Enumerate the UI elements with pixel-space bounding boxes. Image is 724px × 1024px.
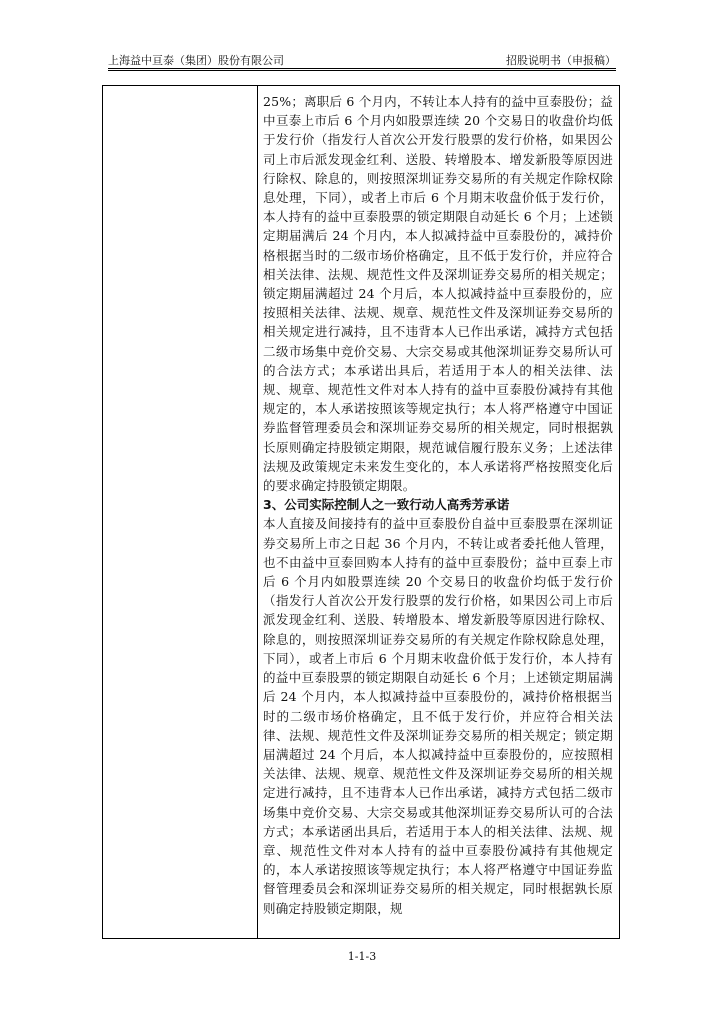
- commitment-paragraph-1: 25%；离职后 6 个月内，不转让本人持有的益中亘泰股份；益中亘泰上市后 6 个月内如股票连续 20 个交易日的收盘价均低于发行价（指发行人首次公开发行股票的发行价格，如果因公司上市后派发现金红利、送股、转增股本、增发新股等原因进行除权、除息的，则按照深圳证券交易所的有关规定作除权除息处理，下同），或者上市后 6 个月期末收盘价低于发行价，本人持有的益中亘泰股票的锁定期限自动延长 6 个月；上述锁定期届满后 24 个月内，本人拟减持益中亘泰股份的，减持价格根据当时的二级市场价格确定，且不低于发行价，并应符合相关法律、法规、规范性文件及深圳证券交易所的相关规定；锁定期届满超过 24 个月后，本人拟减持益中亘泰股份的，应按照相关法律、法规、规章、规范性文件及深圳证券交易所的相关规定进行减持，且不违背本人已作出承诺，减持方式包括二级市场集中竞价交易、大宗交易或其他深圳证券交易所认可的合法方式；本承诺出具后，若适用于本人的相关法律、法规、规章、规范性文件对本人持有的益中亘泰股份减持有其他规定的，本人承诺按照该等规定执行；本人将严格遵守中国证券监督管理委员会和深圳证券交易所的相关规定，同时根据孰长原则确定持股锁定期限，规范诚信履行股东义务；上述法律法规及政策规定未来发生变化的，本人承诺将严格按照变化后的要求确定持股锁定期限。: [263, 94, 613, 494]
- table-left-cell: [103, 86, 258, 938]
- page-header: [108, 50, 616, 70]
- commitment-subheading: 3、公司实际控制人之一致行动人高秀芳承诺: [263, 497, 510, 513]
- company-name: 上海益中亘泰（集团）股份有限公司: [108, 54, 284, 67]
- commitment-paragraph-2: 本人直接及间接持有的益中亘泰股份自益中亘泰股票在深圳证券交易所上市之日起 36 个月内，不转让或者委托他人管理，也不由益中亘泰回购本人持有的益中亘泰股份；益中亘泰上市后 6 个月内如股票连续 20 个交易日的收盘价均低于发行价（指发行人首次公开发行股票的发行价格，如果因公司上市后派发现金红利、送股、转增股本、增发新股等原因进行除权、除息的，则按照深圳证券交易所的有关规定作除权除息处理，下同），或者上市后 6 个月期末收盘价低于发行价，本人持有的益中亘泰股票的锁定期限自动延长 6 个月；上述锁定期届满后 24 个月内，本人拟减持益中亘泰股份的，减持价格根据当时的二级市场价格确定，且不低于发行价，并应符合相关法律、法规、规范性文件及深圳证券交易所的相关规定；锁定期届满超过 24 个月后，本人拟减持益中亘泰股份的，应按照相关法律、法规、规章、规范性文件及深圳证券交易所的相关规定进行减持，且不违背本人已作出承诺，减持方式包括二级市场集中竞价交易、大宗交易或其他深圳证券交易所认可的合法方式；本承诺函出具后，若适用于本人的相关法律、法规、规章、规范性文件对本人持有的益中亘泰股份减持有其他规定的，本人承诺按照该等规定执行；本人将严格遵守中国证券监督管理委员会和深圳证券交易所的相关规定，同时根据孰长原则确定持股锁定期限，规: [263, 516, 613, 916]
- table-right-cell: [263, 92, 613, 918]
- page-number: 1-1-3: [347, 950, 377, 963]
- document-title: 招股说明书（申报稿）: [506, 54, 616, 67]
- header-divider: [108, 68, 616, 69]
- commitment-table: [102, 85, 620, 939]
- header-divider-secondary: [108, 70, 616, 71]
